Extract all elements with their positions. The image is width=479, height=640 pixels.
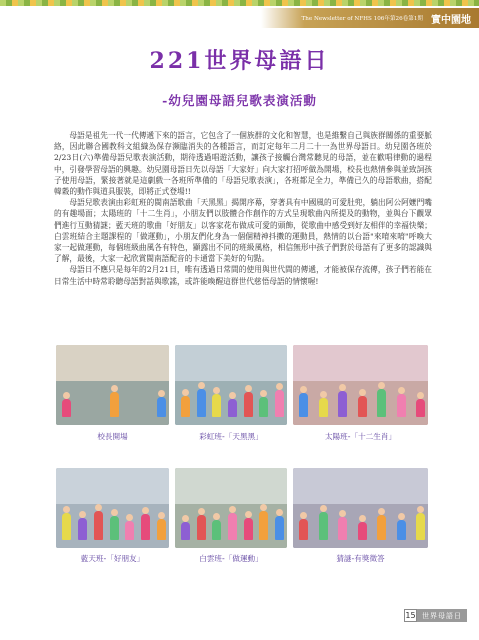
page-number: 15 <box>405 611 416 620</box>
child-figure <box>125 521 134 540</box>
child-figure <box>338 517 347 540</box>
child-figure <box>212 394 221 417</box>
photo-rainbow-class <box>175 345 287 425</box>
article-subtitle: -幼兒園母語兒歌表演活動 <box>162 93 317 108</box>
child-figure <box>377 389 386 417</box>
child-figure <box>338 391 347 417</box>
photo-white-cloud-class <box>175 468 287 548</box>
photo-blue-sky-class <box>56 468 169 548</box>
child-figure <box>259 511 268 540</box>
article-title: 221世界母語日 <box>149 48 330 74</box>
child-figure <box>110 516 119 540</box>
child-figure <box>94 511 103 540</box>
child-figure <box>377 515 386 540</box>
child-figure <box>299 519 308 540</box>
child-figure <box>319 398 328 417</box>
child-figure <box>358 522 367 540</box>
child-figure <box>319 512 328 540</box>
photo-caption: 白雲班-「做運動」 <box>199 554 263 563</box>
child-figure <box>275 390 284 417</box>
paragraph-2: 母語兒歌表演由彩虹班的閩南語歌曲「天黑黑」揭開序幕，穿著具有中國風的可愛肚兜，躺出阿公阿嬤門嘴的有趣場面；太陽班的「十二生肖」，小朋友們以肢體合作創作的方式呈現歌曲內所提及的動物，並與台下觀眾們進行互動猜謎；藍天班的歌曲「好朋友」以客家花布做成可愛的頭飾，從歌曲中感受到好友相伴的幸福快樂；白雲班結合主題課程的「做運動」，小朋友們化身為一個個精神抖擻的運動員，熱情的以台語"來唷來唷"呼喚大家一起做運動，每個班級曲風各有特色，顯露出不同的班級風格，相信無形中孩子們對於母語有了更多的認識與了解，最後，大家一起欣賞閩南語配音的卡通當下美好的句點。 <box>54 198 432 264</box>
child-figure <box>416 513 425 540</box>
child-figure <box>62 513 71 540</box>
child-figure <box>259 397 268 417</box>
photo-caption: 校長開場 <box>97 432 128 441</box>
child-figure <box>157 519 166 540</box>
article-body <box>54 130 432 287</box>
child-figure <box>244 518 253 540</box>
child-figure <box>62 399 71 417</box>
child-figure <box>141 514 150 540</box>
photo-quiz-prize <box>293 468 428 548</box>
child-figure <box>358 396 367 417</box>
child-figure <box>416 399 425 417</box>
child-figure <box>275 516 284 540</box>
child-figure <box>228 513 237 540</box>
page-footer <box>404 609 467 622</box>
child-figure <box>110 392 119 417</box>
child-figure <box>397 394 406 417</box>
child-figure <box>197 389 206 417</box>
footer-label: 世界母語日 <box>417 609 467 622</box>
photo-caption: 藍天班-「好朋友」 <box>80 554 145 563</box>
section-title: 實中園地 <box>431 14 471 26</box>
photo-caption: 太陽班-「十二生肖」 <box>324 432 397 441</box>
photo-sun-class <box>293 345 428 425</box>
child-figure <box>181 522 190 540</box>
child-figure <box>157 397 166 417</box>
child-figure <box>212 520 221 540</box>
top-decorative-stripe <box>0 0 479 6</box>
child-figure <box>228 399 237 417</box>
photo-caption: 猜謎-有獎徵答 <box>336 554 385 563</box>
paragraph-1: 母語是祖先一代一代傳遞下來的語言，它包含了一個族群的文化和智慧，也是維繫自己與族群關係的重要脈絡，因此聯合國教科文組織為保存瀕臨消失的各種語言，而訂定每年二月二十一為世界母語日。幼兒園各班於2/23日(六)準備母語兒歌表演活動，期待透過唱遊活動，讓孩子接觸台灣常聽見的母語，並在歡唱律動的過程中，引發學習母語的興趣。幼兒園母語日先以母語「大家好」向大家打招呼做為開場，校長也熱情參與並致詞孩子使用母語，緊接著就是這劇戲一各班所準備的「母語兒歌表演」，各班都足全力，準備已久的母語歌曲，搭配韓穀的動作與道具服裝，即將正式登場!! <box>54 131 432 197</box>
photo-principal-opening <box>56 345 169 425</box>
child-figure <box>244 392 253 417</box>
child-figure <box>299 393 308 417</box>
child-figure <box>397 520 406 540</box>
paragraph-3: 母語日不應只是每年的2月21日，唯有透過日常間的使用與世代間的傳遞，才能被保存流傳，孩子們若能在日常生活中時常聆聽母語對話與歌謠，或許能喚醒這群世代慈悟母語的情懷喔! <box>54 265 432 286</box>
photo-caption: 彩虹班-「天黑黑」 <box>199 432 263 441</box>
child-figure <box>78 518 87 540</box>
page-header <box>261 8 479 28</box>
child-figure <box>197 515 206 540</box>
newsletter-title: The Newsletter of NFHS 106年第26卷第1期 <box>301 16 423 22</box>
child-figure <box>181 396 190 417</box>
